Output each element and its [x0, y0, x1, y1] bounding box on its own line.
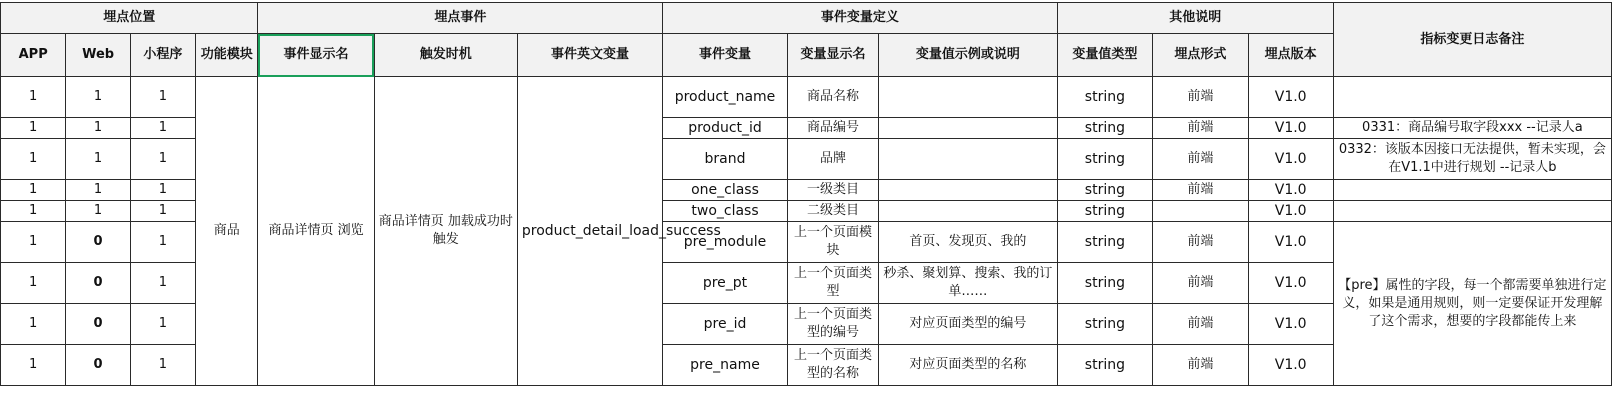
cell-example[interactable]: [879, 118, 1058, 139]
cell-app[interactable]: 1: [1, 118, 66, 139]
cell-web[interactable]: 1: [66, 77, 130, 118]
cell-var-name[interactable]: 上一个页面类型: [787, 263, 878, 304]
col-header-example[interactable]: 变量值示例或说明: [879, 34, 1058, 77]
cell-var[interactable]: pre_pt: [663, 263, 788, 304]
header-group-other[interactable]: 其他说明: [1057, 3, 1333, 34]
cell-example[interactable]: 首页、发现页、我的: [879, 222, 1058, 263]
cell-note-empty[interactable]: [1333, 77, 1611, 118]
cell-type[interactable]: string: [1057, 118, 1152, 139]
cell-web[interactable]: 0: [66, 263, 130, 304]
cell-version[interactable]: V1.0: [1248, 139, 1333, 180]
cell-form[interactable]: 前端: [1153, 77, 1248, 118]
cell-example[interactable]: [879, 139, 1058, 180]
cell-web[interactable]: 1: [66, 139, 130, 180]
cell-module[interactable]: 商品: [196, 77, 258, 386]
header-group-row: [1, 3, 1612, 34]
cell-type[interactable]: string: [1057, 263, 1152, 304]
cell-var-name[interactable]: 二级类目: [787, 201, 878, 222]
col-header-event-name[interactable]: 事件显示名: [258, 34, 374, 77]
table-row: [1, 77, 1612, 118]
cell-version[interactable]: V1.0: [1248, 263, 1333, 304]
cell-version[interactable]: V1.0: [1248, 201, 1333, 222]
cell-note-product-id[interactable]: 0331：商品编号取字段xxx --记录人a: [1333, 118, 1611, 139]
cell-example[interactable]: [879, 201, 1058, 222]
cell-app[interactable]: 1: [1, 180, 66, 201]
cell-mini[interactable]: 1: [130, 222, 195, 263]
cell-type[interactable]: string: [1057, 201, 1152, 222]
cell-form[interactable]: 前端: [1153, 345, 1248, 386]
cell-var[interactable]: pre_module: [663, 222, 788, 263]
cell-app[interactable]: 1: [1, 345, 66, 386]
cell-mini[interactable]: 1: [130, 201, 195, 222]
cell-form[interactable]: 前端: [1153, 118, 1248, 139]
cell-version[interactable]: V1.0: [1248, 77, 1333, 118]
col-header-var[interactable]: 事件变量: [663, 34, 788, 77]
header-changelog[interactable]: 指标变更日志备注: [1333, 3, 1611, 77]
cell-web[interactable]: 1: [66, 180, 130, 201]
cell-example[interactable]: 秒杀、聚划算、搜索、我的订单……: [879, 263, 1058, 304]
cell-var[interactable]: product_id: [663, 118, 788, 139]
cell-form[interactable]: 前端: [1153, 139, 1248, 180]
cell-var[interactable]: one_class: [663, 180, 788, 201]
col-header-version[interactable]: 埋点版本: [1248, 34, 1333, 77]
cell-var-name[interactable]: 商品名称: [787, 77, 878, 118]
cell-app[interactable]: 1: [1, 201, 66, 222]
cell-note-empty[interactable]: [1333, 180, 1611, 201]
cell-mini[interactable]: 1: [130, 345, 195, 386]
cell-version[interactable]: V1.0: [1248, 180, 1333, 201]
cell-trigger[interactable]: 商品详情页 加载成功时触发: [374, 77, 517, 386]
cell-mini[interactable]: 1: [130, 77, 195, 118]
col-header-event-var[interactable]: 事件英文变量: [517, 34, 662, 77]
col-header-module[interactable]: 功能模块: [196, 34, 258, 77]
cell-app[interactable]: 1: [1, 139, 66, 180]
cell-mini[interactable]: 1: [130, 263, 195, 304]
cell-form[interactable]: 前端: [1153, 304, 1248, 345]
cell-app[interactable]: 1: [1, 222, 66, 263]
cell-app[interactable]: 1: [1, 77, 66, 118]
col-header-app[interactable]: APP: [1, 34, 66, 77]
cell-var-name[interactable]: 品牌: [787, 139, 878, 180]
header-group-position[interactable]: 埋点位置: [1, 3, 258, 34]
cell-type[interactable]: string: [1057, 180, 1152, 201]
cell-example[interactable]: [879, 77, 1058, 118]
cell-web[interactable]: 0: [66, 222, 130, 263]
cell-mini[interactable]: 1: [130, 139, 195, 180]
col-header-web[interactable]: Web: [66, 34, 130, 77]
cell-web[interactable]: 1: [66, 118, 130, 139]
cell-version[interactable]: V1.0: [1248, 304, 1333, 345]
header-group-variable-def[interactable]: 事件变量定义: [663, 3, 1057, 34]
col-header-trigger[interactable]: 触发时机: [374, 34, 517, 77]
cell-var-name[interactable]: 商品编号: [787, 118, 878, 139]
cell-note-brand[interactable]: 0332：该版本因接口无法提供，暂未实现，会在V1.1中进行规划 --记录人b: [1333, 139, 1611, 180]
cell-form[interactable]: 前端: [1153, 263, 1248, 304]
cell-mini[interactable]: 1: [130, 118, 195, 139]
cell-var-name[interactable]: 一级类目: [787, 180, 878, 201]
header-group-event[interactable]: 埋点事件: [258, 3, 663, 34]
cell-var[interactable]: pre_id: [663, 304, 788, 345]
cell-mini[interactable]: 1: [130, 180, 195, 201]
cell-web[interactable]: 0: [66, 345, 130, 386]
cell-type[interactable]: string: [1057, 304, 1152, 345]
cell-example[interactable]: 对应页面类型的编号: [879, 304, 1058, 345]
cell-mini[interactable]: 1: [130, 304, 195, 345]
cell-type[interactable]: string: [1057, 139, 1152, 180]
cell-event-display-name[interactable]: 商品详情页 浏览: [258, 77, 374, 386]
cell-type[interactable]: string: [1057, 222, 1152, 263]
cell-event-var[interactable]: product_detail_load_success: [517, 77, 662, 386]
cell-type[interactable]: string: [1057, 345, 1152, 386]
col-header-form[interactable]: 埋点形式: [1153, 34, 1248, 77]
cell-example[interactable]: [879, 180, 1058, 201]
col-header-type[interactable]: 变量值类型: [1057, 34, 1152, 77]
tracking-plan-table: [0, 2, 1612, 386]
cell-var-name[interactable]: 上一个页面模块: [787, 222, 878, 263]
cell-web[interactable]: 0: [66, 304, 130, 345]
cell-var-name[interactable]: 上一个页面类型的名称: [787, 345, 878, 386]
cell-form[interactable]: 前端: [1153, 180, 1248, 201]
cell-var[interactable]: product_name: [663, 77, 788, 118]
cell-app[interactable]: 1: [1, 263, 66, 304]
cell-note-pre-fields[interactable]: 【pre】属性的字段，每一个都需要单独进行定义，如果是通用规则，则一定要保证开发理解了这个需求，想要的字段都能传上来: [1333, 222, 1611, 386]
cell-version[interactable]: V1.0: [1248, 345, 1333, 386]
cell-note-empty[interactable]: [1333, 201, 1611, 222]
cell-version[interactable]: V1.0: [1248, 118, 1333, 139]
cell-var-name[interactable]: 上一个页面类型的编号: [787, 304, 878, 345]
cell-type[interactable]: string: [1057, 77, 1152, 118]
cell-var[interactable]: pre_name: [663, 345, 788, 386]
cell-form[interactable]: [1153, 201, 1248, 222]
col-header-var-name[interactable]: 变量显示名: [787, 34, 878, 77]
cell-example[interactable]: 对应页面类型的名称: [879, 345, 1058, 386]
cell-app[interactable]: 1: [1, 304, 66, 345]
cell-version[interactable]: V1.0: [1248, 222, 1333, 263]
col-header-mini[interactable]: 小程序: [130, 34, 195, 77]
cell-web[interactable]: 1: [66, 201, 130, 222]
cell-var[interactable]: two_class: [663, 201, 788, 222]
cell-form[interactable]: 前端: [1153, 222, 1248, 263]
cell-var[interactable]: brand: [663, 139, 788, 180]
